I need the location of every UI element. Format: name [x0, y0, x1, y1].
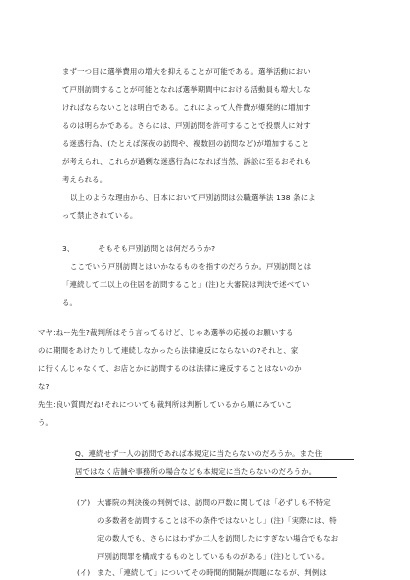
answer-label: (イ)	[77, 568, 91, 577]
section-title: そもそも戸別訪問とは何だろうか?	[98, 244, 216, 253]
section-3-line: ここでいう戸別訪問とはいかなるものを指すのだろうか。戸別訪問とは	[70, 262, 312, 271]
dialog-line: に行くんじゃなくて、お店とかに訪問するのは法律に違反することはないのか	[38, 364, 302, 373]
question-line: 居ではなく店舗や事務所の場合なども本規定に当たらないのだろうか。	[75, 467, 317, 476]
section-3-line: 「連続して二以上の住居を訪問すること」(注)と大審院は判決で述べてい	[62, 280, 310, 289]
paragraph-1-line: る迷惑行為、(たとえば深夜の訪問や、複数回の訪問など)が増加すること	[62, 139, 310, 148]
dialog-line: マヤ:ねー先生?裁判所はそう言ってるけど、じゃあ選挙の応援のお願いする	[38, 328, 294, 337]
paragraph-1-line: まず一つ目に選挙費用の増大を抑えることが可能である。選挙活動におい	[62, 67, 311, 76]
paragraph-2-line: 以上のような理由から、日本において戸別訪問は公職選挙法 138 条によ	[70, 193, 316, 202]
paragraph-1-line: るのは明らかである。さらには、戸別訪問を許可することで投票人に対す	[62, 121, 311, 130]
dialog-line: のに期間をあけたりして連続しなかったら法律違反にならないの?それと、家	[38, 346, 299, 355]
answer-label: (ア)	[77, 498, 91, 507]
section-3-line: る。	[62, 298, 78, 307]
question-underline	[75, 459, 354, 460]
paragraph-1-line: ければならないことは明白である。これによって人件費が爆発的に増加す	[62, 103, 311, 112]
paragraph-2-line: って禁止されている。	[62, 211, 138, 220]
section-number: 3、	[62, 244, 75, 253]
answer-line: また、「連続して」についてその時間的間隔が問題になるが、判例は	[97, 568, 327, 577]
answer-line: 大審院の判決後の判例では、訪問の戸数に関しては「必ずしも不特定	[97, 498, 331, 507]
dialog-line: う。	[38, 418, 54, 427]
dialog-line: な?	[38, 382, 50, 391]
paragraph-1-line: が考えられ、これらが過剰な迷惑行為になれば当然、訴訟に至るおそれも	[62, 157, 312, 166]
paragraph-1-line: て戸別訪問することが可能となれば選挙期間中における活動員も増大しな	[62, 85, 311, 94]
question-line: Q、連続せず一人の訪問であれば本規定に当たらないのだろうか。また住	[75, 449, 323, 458]
answer-line: 戸別訪問罪を構成するものとしているものがある」(注)としている。	[97, 552, 330, 561]
dialog-line: 先生:良い質問だね!それについても裁判所は判断しているから順にみていこ	[38, 400, 293, 409]
question-underline	[75, 477, 337, 478]
answer-line: 定の数人でも、さらにはわずか二人を訪問したにすぎない場合でもなお	[97, 534, 339, 543]
answer-line: の多数者を訪問することは不の条件ではないとし」(注)「実際には、特	[97, 516, 337, 525]
paragraph-1-line: 考えられる。	[62, 175, 108, 184]
